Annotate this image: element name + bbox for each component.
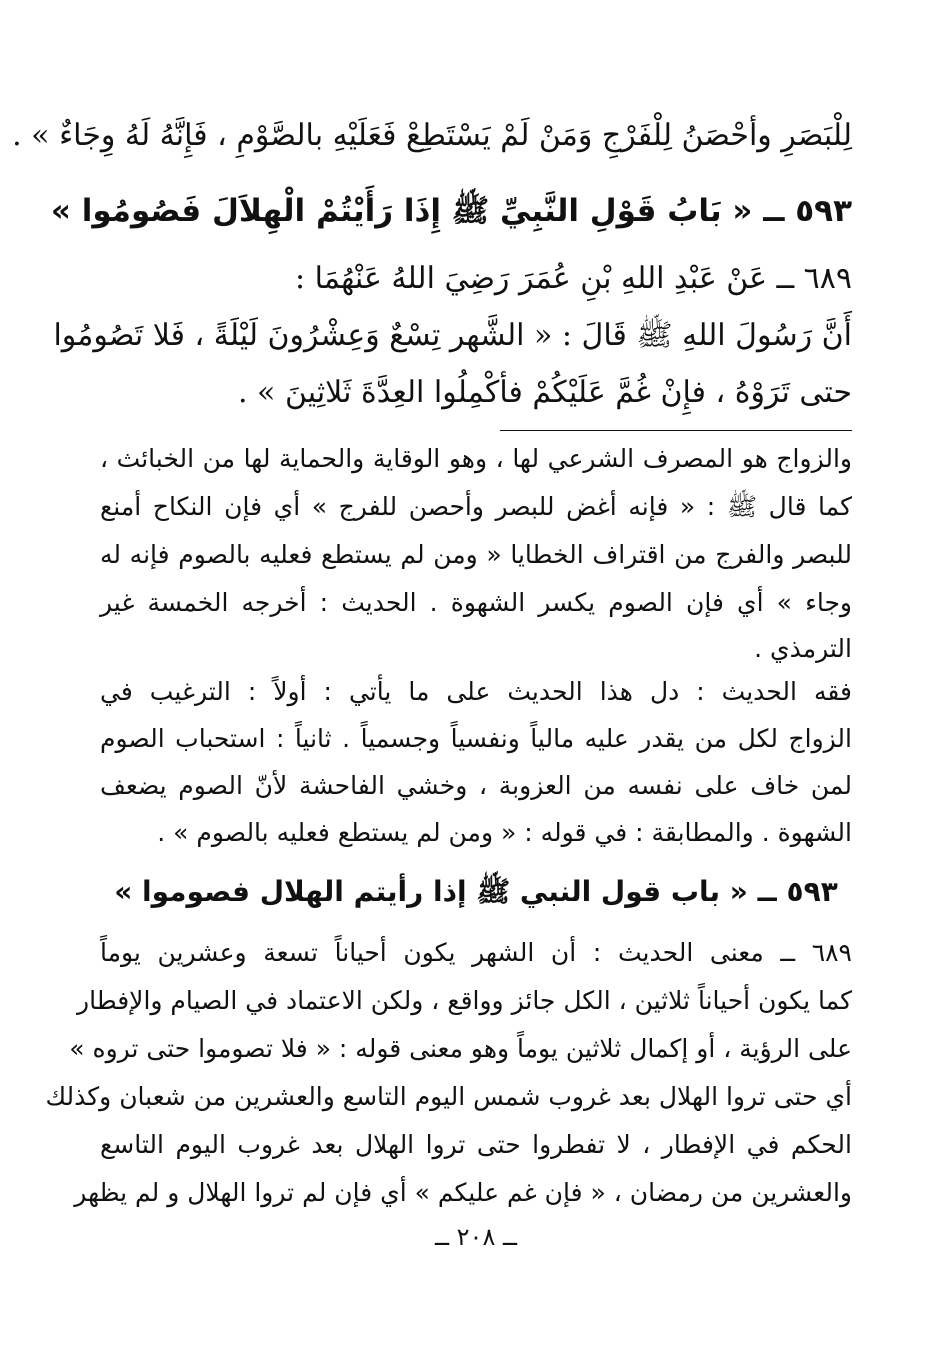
hadith-line-3: حتى تَرَوْهُ ، فإِنْ غُمَّ عَلَيْكُمْ فأكْمِلُوا العِدَّةَ ثَلاثِينَ » . xyxy=(237,375,852,410)
commentary-line-6: فقه الحديث : دل هذا الحديث على ما يأتي : أولاً : الترغيب في xyxy=(100,677,852,706)
commentary-line-2: كما قال ﷺ : « فإنه أغض للبصر وأحصن للفرج » أي فإن النكاح أمنع xyxy=(100,492,852,521)
commentary-line-10: ٦٨٩ ــ معنى الحديث : أن الشهر يكون أحياناً تسعة وعشرين يوماً xyxy=(100,938,852,967)
commentary-line-11: كما يكون أحياناً ثلاثين ، الكل جائز وواقع ، ولكن الاعتماد في الصيام والإفطار xyxy=(77,986,852,1015)
footnote-divider xyxy=(500,430,852,431)
commentary-line-13: أي حتى تروا الهلال بعد غروب شمس اليوم التاسع والعشرين من شعبان وكذلك xyxy=(45,1082,852,1111)
hadith-line-2: أَنَّ رَسُولَ اللهِ ﷺ قَالَ : « الشَّهر تِسْعٌ وَعِشْرُونَ لَيْلَةً ، فَلا تَصُومُوا xyxy=(53,318,852,353)
commentary-line-15: والعشرين من رمضان ، « فإن غم عليكم » أي فإن لم تروا الهلال و لم يظهر xyxy=(74,1178,852,1207)
page-number: ــ ٢٠٨ ــ xyxy=(434,1223,518,1251)
commentary-line-8: لمن خاف على نفسه من العزوبة ، وخشي الفاحشة لأنّ الصوم يضعف xyxy=(100,771,852,800)
commentary-line-1: والزواج هو المصرف الشرعي لها ، وهو الوقاية والحماية لها من الخبائث ، xyxy=(100,444,852,473)
commentary-line-7: الزواج لكل من يقدر عليه مالياً ونفسياً وجسمياً . ثانياً : استحباب الصوم xyxy=(100,724,852,753)
chapter-heading: ٥٩٣ ــ « بَابُ قَوْلِ النَّبِيِّ ﷺ إِذَا رَأَيْتُمْ الْهِلاَلَ فَصُومُوا » xyxy=(50,193,852,229)
commentary-line-12: على الرؤية ، أو إكمال ثلاثين يوماً وهو معنى قوله : « فلا تصوموا حتى تروه » xyxy=(69,1034,852,1063)
commentary-chapter-heading: ٥٩٣ ــ « باب قول النبي ﷺ إذا رأيتم الهلال فصوموا » xyxy=(114,875,838,908)
hadith-isnad: ٦٨٩ ــ عَنْ عَبْدِ اللهِ بْنِ عُمَرَ رَضِيَ اللهُ عَنْهُمَا : xyxy=(294,261,852,296)
hadith-line-1: لِلْبَصَرِ وأحْصَنُ لِلْفَرْجِ وَمَنْ لَمْ يَسْتَطِعْ فَعَلَيْهِ بالصَّوْمِ ، فَإِنَّهُ لَهُ وِجَاءٌ » . xyxy=(12,118,852,153)
commentary-line-14: الحكم في الإفطار ، لا تفطروا حتى تروا الهلال بعد غروب اليوم التاسع xyxy=(100,1130,852,1159)
commentary-line-9: الشهوة . والمطابقة : في قوله : « ومن لم يستطع فعليه بالصوم » . xyxy=(157,818,852,847)
commentary-line-5: الترمذي . xyxy=(754,634,852,663)
commentary-line-4: وجاء » أي فإن الصوم يكسر الشهوة . الحديث : أخرجه الخمسة غير xyxy=(100,588,852,617)
commentary-line-3: للبصر والفرج من اقتراف الخطايا « ومن لم يستطع فعليه بالصوم فإنه له xyxy=(100,540,852,569)
